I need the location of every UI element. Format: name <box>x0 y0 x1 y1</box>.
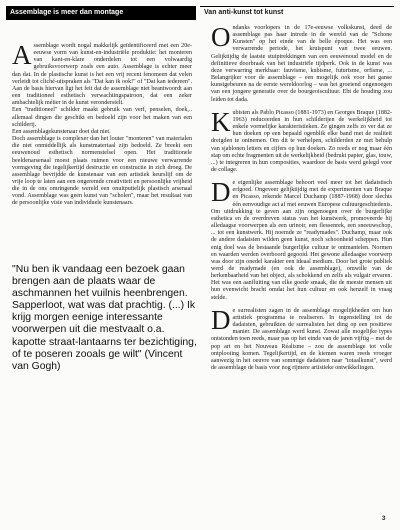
left-paragraph-4: Doch assemblage is complexer dan het louter "monteren" van materialen die niet onmiddellijk als kunstmateriaal zijn bedoeld. Ze breekt een eeuwenoud esthetisch normenstelsel open. Het traditionele beeldenarsenaal moest plaats ruimen voor een nieuwe verwarrende vormgeving die tegelijkertijd destructie en constructie in zich droeg. De assemblage bevrijdde de kunstenaar van een artistiek keurslijf om de vrije loop te laten aan een ongeremde creativiteit en persoonlijke vrijheid die in de ons omringende wereld een onuitputtelijk plastisch arsenaal vond. Assemblage was geen kunst van "scholen", maar het resultaat van de persoonlijke visie van individuele kunstenaars. <box>12 136 192 207</box>
header-bar <box>6 6 394 20</box>
right-block-4 <box>211 304 392 372</box>
block-text: e surrealisten zagen in de assemblage mogelijkheden om hun artistiek programma te realiseren. In tegenstelling tot de dadaisten, gebruikten de surrealisten het ding op een positieve manier. De assemblage werd kunst. Zowat alle mogelijke types ontstonden toen reeds, maar pas op het einde van de jaren vijftig – met de pop art en het Nouveau Réalisme – zou de assemblage tot volle ontplooiing komen. Tegelijkertijd, en de kiemen waren reeds vroeger aanwezig in het oeuvre van sommige dadaïsten naar "totaalkunst", werd de assemblage de basis voor nog rijmere artistieke ontwikkelingen. <box>211 307 392 372</box>
right-block-2 <box>211 106 392 174</box>
drop-cap: D <box>211 177 231 208</box>
drop-cap: A <box>12 40 32 70</box>
page-number: 3 <box>382 516 386 522</box>
right-block-1 <box>211 22 392 104</box>
van-gogh-quote: "Nu ben ik vandaag een bezoek gaan brengen aan de plaats waar de aschmannen het vuilnis heenbrengen. Sapperloot, wat was dat prachtig. (...) Ik krijg morgen eenige interessante voorwerpen uit die mestvaalt o.a. kapotte straat-lantaarns ter bezichtiging, of te poseren zooals ge wilt" (Vincent van Gogh) <box>12 264 197 372</box>
left-paragraph-2: Een "traditioneel" schilder maakt gebruik van verf, penselen, doek,.. allemaal dingen die geschikt en bedoeld zijn voor het maken van een schilderij. <box>12 107 192 128</box>
block-text: e eigenlijke assemblage behoort veel meer tot het dadaistisch erfgoed. Ongeveer gelijktijdig met de experimenten van Braque en Picasso, rekende Marcel Duchamp (1887-1968) door slechts één eenvoudige act af met eeuwen Europese cultuurgeschiedenis. Om uitdrukking te geven aan zijn ongenoegen over de burgerlijke esthetica en de overdreven status van het kunstwerk, promoveerde hij alledaagse voorwerpen als een urinoir, een flessenrek, een sneeuwschop, ... tot een kunstwerk. Hij noemde ze "readymades". Duchamp, maar ook de andere dadaisten wilden geen kunst, noch schoonheid scheppen. Hun enig doel was de bestaande burgerlijke cultuur te ontmantelen. Normen en waarden werden overboord gegooid. Het gewone alledaagse voorwerp was door zijn onedel karakter een ideaal medium. Door het grote publiek werd de readymade (en ook de assemblage), omwille van de herkenbaarheid van het object, als schokkend en zelfs als vulgair ervaren. Het was een aanfluiting van elke goede smaak, die de meeste mensen uit hun evenwicht bracht omdat het hun cultuur en ook henzelf in vraag stelde. <box>211 180 392 301</box>
drop-cap: K <box>211 106 231 137</box>
block-text: ubisten als Pablo Picasso (1881-1973) en Georges Braque (1882-1963) reduceerden in hun schilderijen de werkelijkheid tot enkele vormelijke karakteristieken. Ze gingen zelfs zo ver dat ze hun doeken op een bepaald ogenblik elke band met de realiteit dreigden te ontnemen. Om dit te verhelpen, schilderden ze met behulp van sjablonen letters en cijfers op hun doeken. Zo reeds er nog maar één stap om echte fragmenten uit de werkelijkheid (bedrukt papier, glas, touw, ...) te integreren in hun composities, waardoor de basis werd gelegd voor de collage. <box>211 109 392 173</box>
drop-cap: O <box>211 22 231 52</box>
left-paragraph-1 <box>12 40 192 107</box>
right-block-3 <box>211 177 392 302</box>
left-paragraph-3: Een assemblagekunstenaar doet dat niet. <box>12 128 111 135</box>
block-text: ndanks voorlopers in de 17e-eeuwse volkskunst, deed de assemblage pas haar intrede in de wereld van de "Schone Kunsten" op het einde van de belle époque. Het was een verwarrende periode, het kruispunt van twee eeuwen. Gelijktijdig de laatste stuiptrekkingen van een eeuwenoud model en de definitieve doorbraak van het industriële tijdperk. Ook in de kunst was deze verwarring merkbaar: fauvisme, kubisme, futurisme, orfisme, ... Belangrijker voor de assemblage – een mogelijk ook voor het ganse kunstgebeuren na de eerste wereldoorlog – was het groeiend ongenoegen van een jongere generatie over de bourgeoiscultuur. Ebt de houding zou leiden tot dada. <box>211 25 392 103</box>
left-section-title: Assemblage is meer dan montage <box>6 6 196 20</box>
drop-cap: D <box>211 304 231 335</box>
paragraph-text: ssemblage wordt nogal makkelijk geïdentificeerd met een 20e-eeuwse vorm van kunst-en-industriële produktie: het monteren van kant-en-klare onderdelen tot een volwaardig gebruiksvoorwerp zoals een auto. Assemblage is echter meer dan dat. In de plastische kunst is het een vrij recent fenomeen dat velen verleidt tot cliché-uitspraken als "Dat kan ik ook!" of "Dat kan iedereen". Aan de basis hiervan ligt het feit dat de assemblage niet beantwoordt aan een traditioneel esthetisch verwachtingspatroon, dat een zeker ambachtelijk métier in de kunst veronderstelt. <box>12 43 192 107</box>
right-section-title: Van anti-kunst tot kunst <box>200 6 394 20</box>
left-column <box>12 40 192 208</box>
right-column <box>211 22 392 378</box>
